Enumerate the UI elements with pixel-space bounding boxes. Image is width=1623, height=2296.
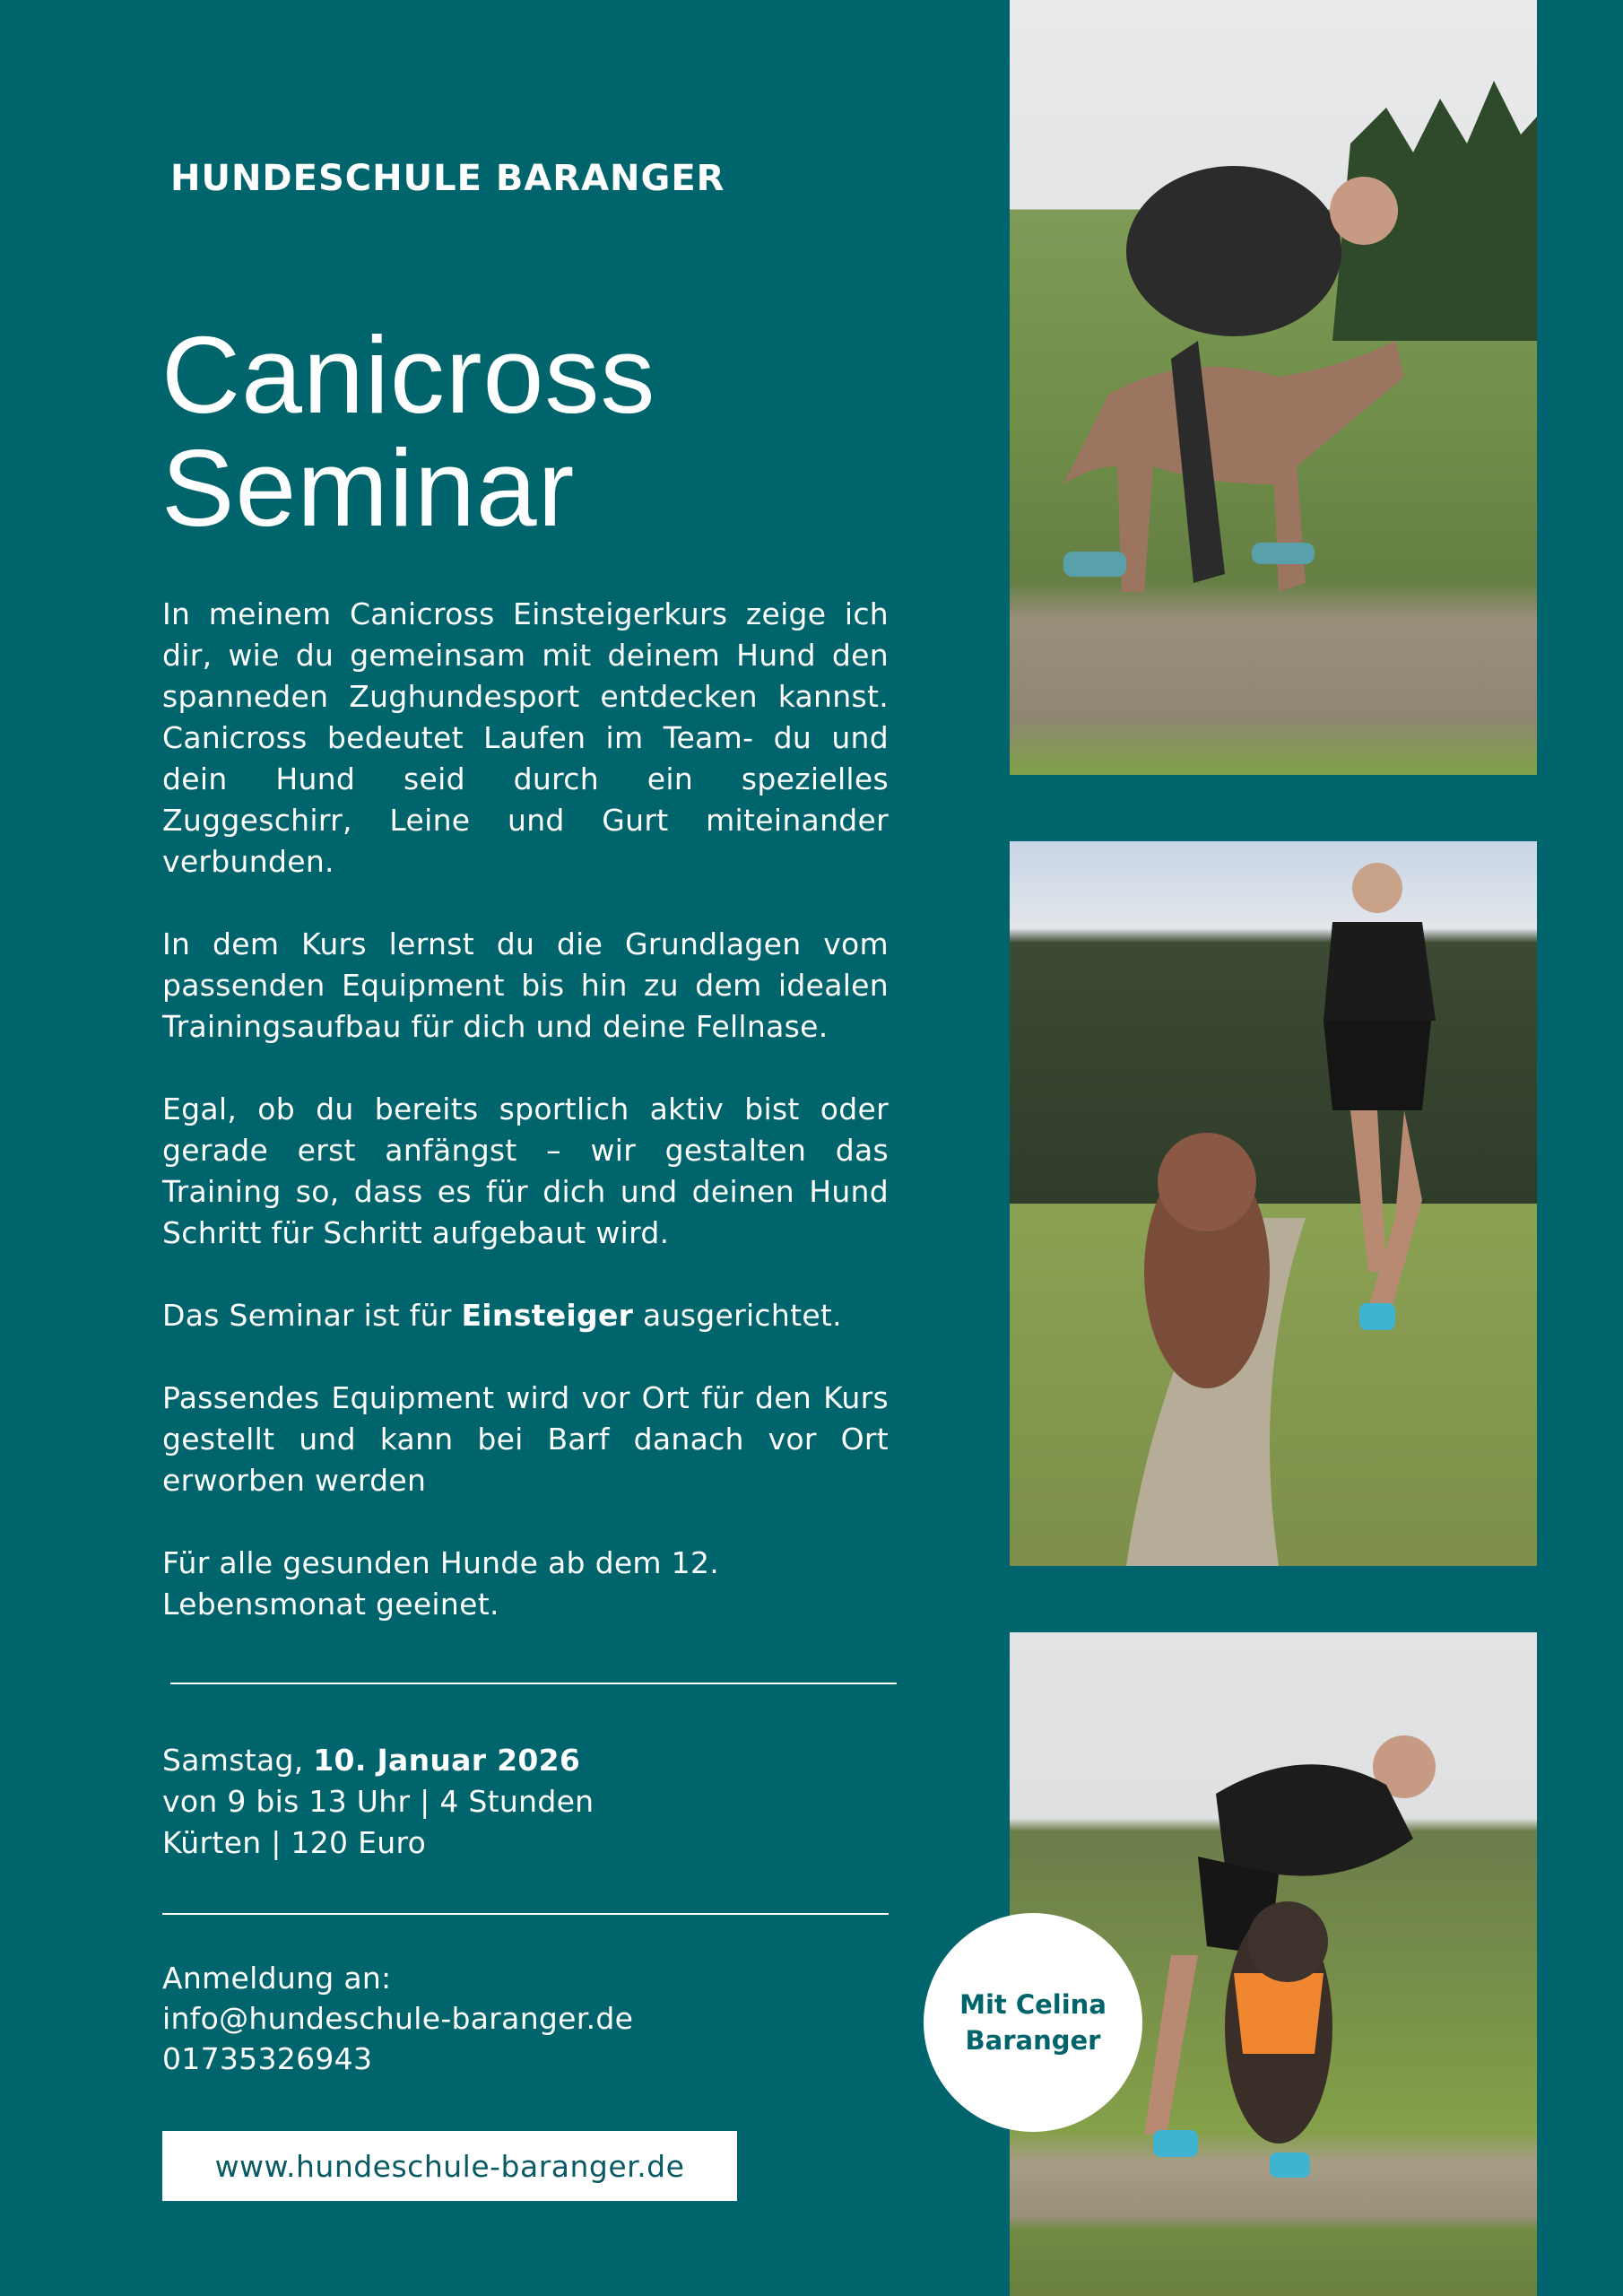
level-emphasis: Einsteiger [461, 1298, 634, 1333]
level-text-before: Das Seminar ist für [162, 1298, 462, 1333]
paragraph-intro: In meinem Canicross Einsteigerkurs zeige ich dir, wie du gemeinsam mit deinem Hund den spanneden Zughundesport entdecken kannst. Canicross bedeutet Laufen im Team- du und dein Hund seid durch ein spezielles Zuggeschirr, Leine und Gurt miteinander verbunden. [162, 596, 889, 879]
divider-bottom [162, 1913, 889, 1915]
instructor-badge [924, 1913, 1142, 2132]
event-date-bold: 10. Januar 2026 [313, 1743, 581, 1778]
event-day: Samstag, [162, 1743, 314, 1778]
badge-line-2: Baranger [965, 2025, 1101, 2056]
level-text-after: ausgerichtet. [633, 1298, 842, 1333]
brand-name: HUNDESCHULE BARANGER [170, 158, 725, 199]
page-title [161, 314, 656, 549]
photo-runner-with-dog-crouching [1010, 0, 1537, 775]
event-date [162, 1740, 594, 1781]
paragraph-training: Egal, ob du bereits sportlich aktiv bist oder gerade erst anfängst – wir gestalten das Training so, dass es für dich und deinen Hund Schritt für Schritt aufgebaut wird. [162, 1091, 889, 1250]
contact-phone[interactable]: 01735326943 [162, 2041, 373, 2076]
divider-top [170, 1683, 897, 1684]
description [162, 594, 889, 1625]
photo-running-with-dog [1010, 841, 1537, 1566]
event-details [162, 1740, 594, 1864]
title-line-1: Canicross [161, 314, 656, 436]
paragraph-level [162, 1295, 889, 1336]
badge-line-1: Mit Celina [959, 1989, 1107, 2020]
paragraph-course: In dem Kurs lernst du die Grundlagen vom passenden Equipment bis hin zu dem idealen Trainingsaufbau für dich und deine Fellnase. [162, 926, 889, 1044]
website-link[interactable]: www.hundeschule-baranger.de [162, 2131, 737, 2201]
registration-info [162, 1958, 633, 2079]
paragraph-equipment: Passendes Equipment wird vor Ort für den Kurs gestellt und kann bei Barf danach vor Ort erworben werden [162, 1380, 889, 1498]
registration-label: Anmeldung an: [162, 1961, 392, 1996]
eligibility-line-1: Für alle gesunden Hunde ab dem 12. [162, 1545, 720, 1580]
event-place-price: Kürten | 120 Euro [162, 1825, 427, 1860]
contact-email[interactable]: info@hundeschule-baranger.de [162, 2001, 634, 2036]
eligibility-line-2: Lebensmonat geeinet. [162, 1587, 499, 1622]
event-time: von 9 bis 13 Uhr | 4 Stunden [162, 1784, 595, 1819]
paragraph-eligibility [162, 1543, 889, 1625]
title-line-2: Seminar [161, 427, 576, 549]
